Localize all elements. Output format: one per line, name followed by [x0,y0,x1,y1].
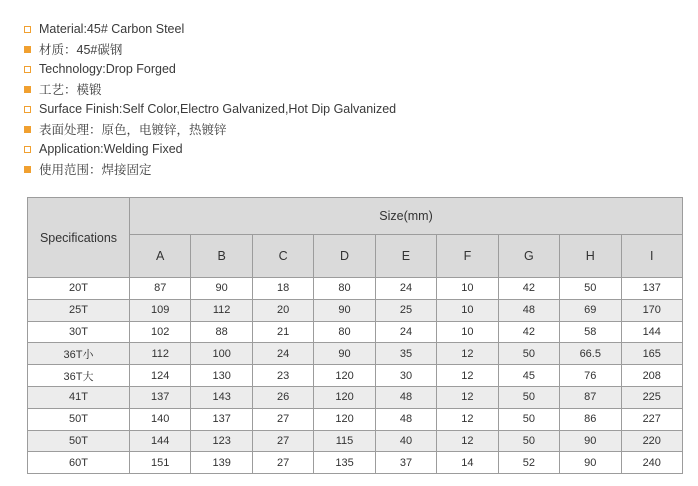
value-cell: 227 [621,408,683,430]
column-header: E [375,235,436,278]
value-cell: 50 [498,430,559,452]
hollow-square-bullet-icon [24,26,31,33]
value-cell: 137 [130,386,191,408]
value-cell: 25 [375,299,436,321]
value-cell: 100 [191,343,252,365]
feature-item [24,39,684,59]
column-header: C [252,235,313,278]
feature-text: Surface Finish:Self Color,Electro Galvanized,Hot Dip Galvanized [39,102,397,116]
value-cell: 115 [314,430,375,452]
value-cell: 48 [498,299,559,321]
feature-item [24,79,684,99]
value-cell: 123 [191,430,252,452]
value-cell: 135 [314,452,375,474]
value-cell: 52 [498,452,559,474]
value-cell: 151 [130,452,191,474]
table-row [28,430,683,452]
table-row [28,299,683,321]
column-header: G [498,235,559,278]
value-cell: 86 [560,408,621,430]
table-body [28,278,683,474]
feature-text: 工艺：模锻 [39,83,102,97]
hollow-square-bullet-icon [24,66,31,73]
spec-cell: 50T [28,430,130,452]
value-cell: 80 [314,321,375,343]
value-cell: 120 [314,365,375,387]
table-row [28,278,683,300]
value-cell: 124 [130,365,191,387]
value-cell: 90 [191,278,252,300]
value-cell: 120 [314,386,375,408]
size-header: Size(mm) [130,198,683,235]
value-cell: 225 [621,386,683,408]
spec-cell: 36T大 [28,365,130,387]
value-cell: 18 [252,278,313,300]
feature-item [24,59,684,79]
value-cell: 48 [375,386,436,408]
table-row [28,408,683,430]
table-row [28,386,683,408]
value-cell: 12 [437,365,498,387]
spec-cell: 41T [28,386,130,408]
spec-cell: 36T小 [28,343,130,365]
feature-text: Application:Welding Fixed [39,142,183,156]
feature-item [24,119,684,139]
feature-text: Material:45# Carbon Steel [39,22,185,36]
value-cell: 23 [252,365,313,387]
value-cell: 112 [191,299,252,321]
column-header: A [130,235,191,278]
value-cell: 144 [130,430,191,452]
square-bullet-icon [24,126,31,133]
value-cell: 87 [130,278,191,300]
feature-list [24,19,684,179]
feature-text: 使用范围：焊接固定 [39,163,152,177]
value-cell: 90 [314,343,375,365]
value-cell: 10 [437,278,498,300]
value-cell: 27 [252,430,313,452]
square-bullet-icon [24,86,31,93]
value-cell: 109 [130,299,191,321]
value-cell: 48 [375,408,436,430]
spec-column-header: Specifications [28,198,130,278]
value-cell: 42 [498,321,559,343]
value-cell: 130 [191,365,252,387]
value-cell: 14 [437,452,498,474]
value-cell: 102 [130,321,191,343]
value-cell: 27 [252,452,313,474]
value-cell: 120 [314,408,375,430]
value-cell: 50 [498,408,559,430]
value-cell: 37 [375,452,436,474]
value-cell: 69 [560,299,621,321]
value-cell: 66.5 [560,343,621,365]
spec-cell: 20T [28,278,130,300]
value-cell: 42 [498,278,559,300]
value-cell: 76 [560,365,621,387]
value-cell: 21 [252,321,313,343]
feature-item [24,159,684,179]
table-row [28,365,683,387]
feature-item [24,139,684,159]
column-header: D [314,235,375,278]
value-cell: 165 [621,343,683,365]
table-row [28,321,683,343]
spec-table [27,197,683,474]
value-cell: 26 [252,386,313,408]
value-cell: 35 [375,343,436,365]
value-cell: 12 [437,343,498,365]
value-cell: 50 [560,278,621,300]
value-cell: 20 [252,299,313,321]
value-cell: 144 [621,321,683,343]
value-cell: 143 [191,386,252,408]
value-cell: 208 [621,365,683,387]
value-cell: 24 [375,278,436,300]
value-cell: 112 [130,343,191,365]
feature-item [24,19,684,39]
value-cell: 58 [560,321,621,343]
value-cell: 45 [498,365,559,387]
table-row [28,452,683,474]
hollow-square-bullet-icon [24,146,31,153]
value-cell: 40 [375,430,436,452]
feature-text: 表面处理：原色，电镀锌，热镀锌 [39,123,227,137]
value-cell: 220 [621,430,683,452]
value-cell: 170 [621,299,683,321]
column-header: B [191,235,252,278]
spec-cell: 50T [28,408,130,430]
table-row [28,343,683,365]
value-cell: 12 [437,386,498,408]
column-header: F [437,235,498,278]
value-cell: 12 [437,408,498,430]
value-cell: 139 [191,452,252,474]
value-cell: 50 [498,386,559,408]
value-cell: 137 [621,278,683,300]
square-bullet-icon [24,166,31,173]
value-cell: 50 [498,343,559,365]
value-cell: 88 [191,321,252,343]
square-bullet-icon [24,46,31,53]
value-cell: 10 [437,299,498,321]
value-cell: 24 [252,343,313,365]
column-header: H [560,235,621,278]
column-header: I [621,235,683,278]
spec-cell: 25T [28,299,130,321]
value-cell: 140 [130,408,191,430]
value-cell: 12 [437,430,498,452]
value-cell: 27 [252,408,313,430]
feature-text: Technology:Drop Forged [39,62,176,76]
spec-cell: 60T [28,452,130,474]
feature-text: 材质：45#碳钢 [39,43,123,57]
value-cell: 240 [621,452,683,474]
hollow-square-bullet-icon [24,106,31,113]
value-cell: 137 [191,408,252,430]
value-cell: 80 [314,278,375,300]
value-cell: 30 [375,365,436,387]
spec-cell: 30T [28,321,130,343]
value-cell: 90 [560,430,621,452]
value-cell: 87 [560,386,621,408]
value-cell: 10 [437,321,498,343]
value-cell: 90 [560,452,621,474]
value-cell: 24 [375,321,436,343]
value-cell: 90 [314,299,375,321]
feature-item [24,99,684,119]
